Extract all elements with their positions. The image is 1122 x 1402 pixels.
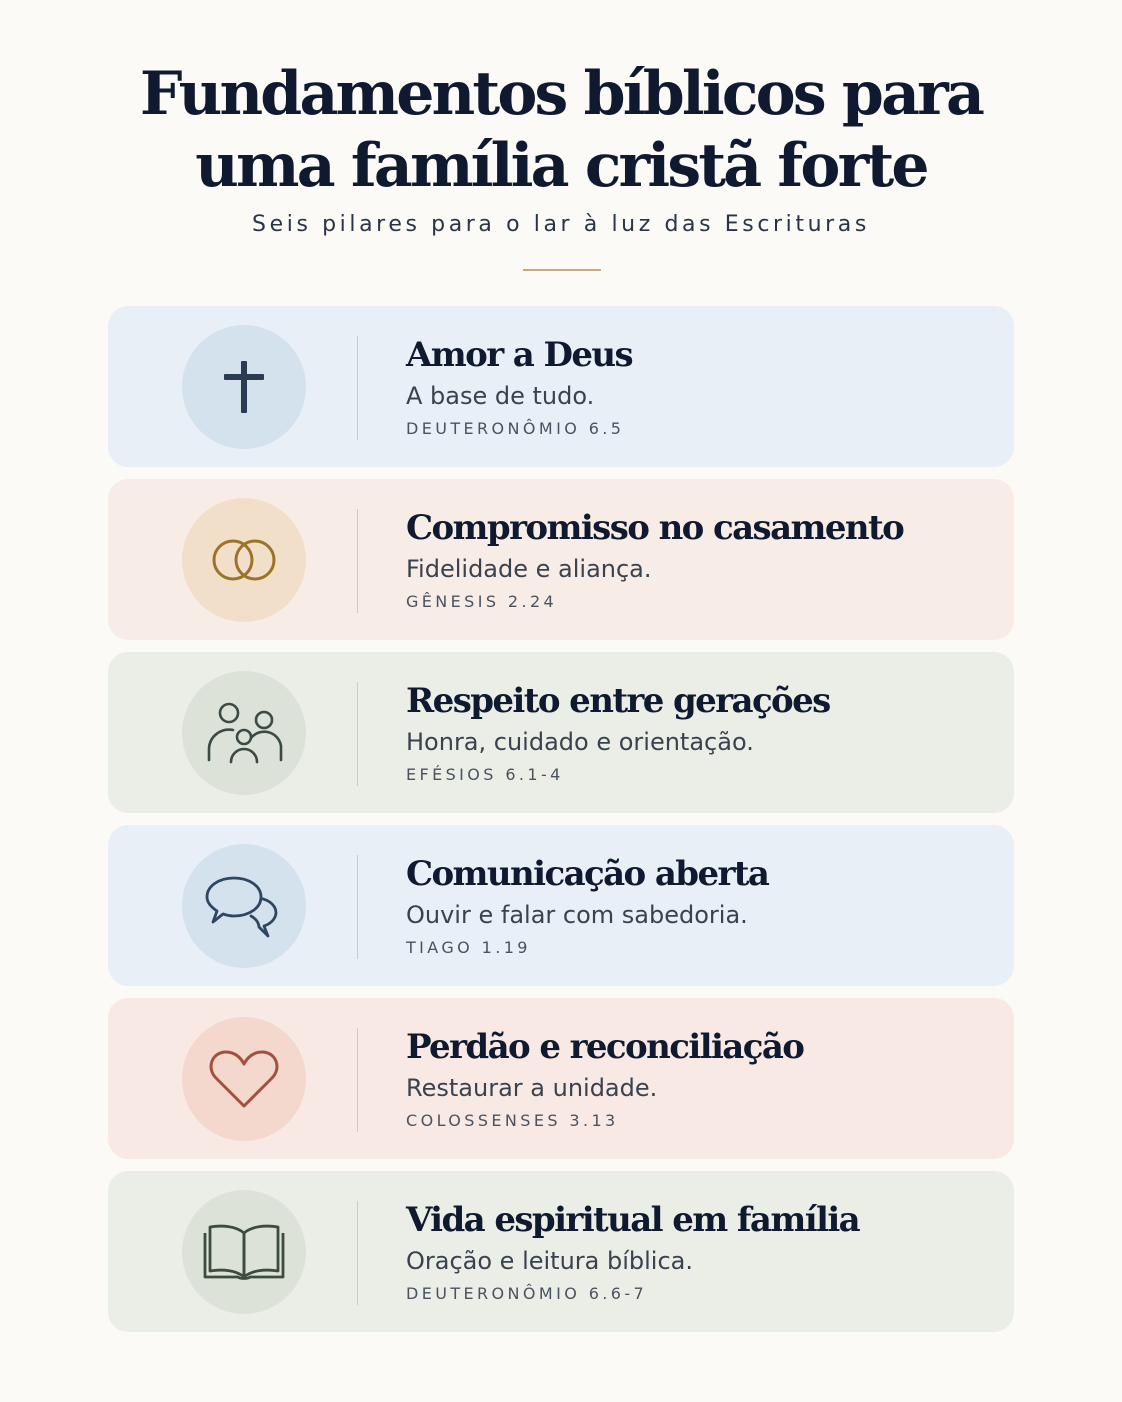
open-book-icon — [182, 1190, 306, 1314]
pillar-text — [406, 332, 986, 439]
card-divider — [357, 1028, 358, 1132]
pillar-card-perdao-e-reconciliacao — [108, 998, 1014, 1159]
pillar-title: Amor a Deus — [406, 335, 633, 375]
card-divider — [357, 509, 358, 613]
pillar-card-compromisso-no-casamento — [108, 479, 1014, 640]
pillar-reference: EFÉSIOS 6.1-4 — [406, 765, 564, 784]
pillar-reference: DEUTERONÔMIO 6.5 — [406, 419, 625, 438]
pillar-card-amor-a-deus — [108, 306, 1014, 467]
pillar-title: Perdão e reconciliação — [406, 1027, 804, 1067]
pillar-title: Vida espiritual em família — [406, 1200, 860, 1240]
pillar-description: Ouvir e falar com sabedoria. — [406, 901, 748, 929]
pillar-description: Oração e leitura bíblica. — [406, 1247, 694, 1275]
page-subtitle: Seis pilares para o lar à luz das Escrituras — [252, 212, 870, 237]
pillar-title: Respeito entre gerações — [406, 681, 830, 721]
pillar-title: Comunicação aberta — [406, 854, 769, 894]
pillar-title: Compromisso no casamento — [406, 508, 904, 548]
title-divider — [523, 269, 601, 271]
pillar-text — [406, 1024, 986, 1131]
heart-icon — [182, 1017, 306, 1141]
pillar-reference: COLOSSENSES 3.13 — [406, 1111, 619, 1130]
pillar-card-vida-espiritual-em-familia — [108, 1171, 1014, 1332]
cross-icon — [182, 325, 306, 449]
pillar-card-comunicacao-aberta — [108, 825, 1014, 986]
page-title — [0, 58, 1122, 202]
pillar-text — [406, 1197, 986, 1304]
family-generations-icon — [182, 671, 306, 795]
card-divider — [357, 682, 358, 786]
pillar-reference: GÊNESIS 2.24 — [406, 592, 558, 611]
pillar-list — [108, 306, 1014, 1332]
page-title-line-2: uma família cristã forte — [195, 131, 927, 201]
speech-bubbles-icon — [182, 844, 306, 968]
page-title-line-1: Fundamentos bíblicos para — [139, 59, 983, 129]
pillar-card-respeito-entre-geracoes — [108, 652, 1014, 813]
pillar-text — [406, 678, 986, 785]
card-divider — [357, 855, 358, 959]
wedding-rings-icon — [182, 498, 306, 622]
pillar-description: A base de tudo. — [406, 382, 595, 410]
pillar-description: Restaurar a unidade. — [406, 1074, 658, 1102]
pillar-text — [406, 505, 986, 612]
card-divider — [357, 336, 358, 440]
pillar-reference: TIAGO 1.19 — [406, 938, 531, 957]
pillar-description: Honra, cuidado e orientação. — [406, 728, 754, 756]
pillar-description: Fidelidade e aliança. — [406, 555, 652, 583]
card-divider — [357, 1201, 358, 1305]
pillar-reference: DEUTERONÔMIO 6.6-7 — [406, 1284, 648, 1303]
pillar-text — [406, 851, 986, 958]
